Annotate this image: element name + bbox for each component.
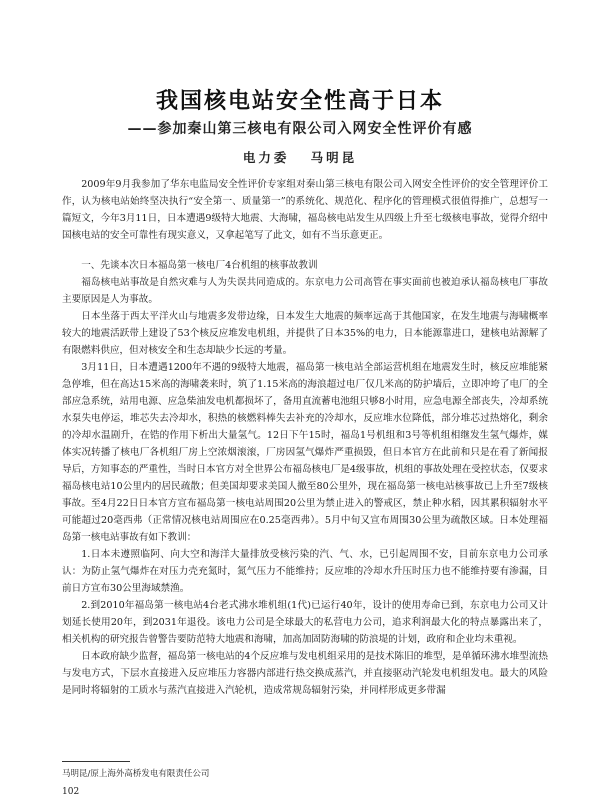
intro-paragraph: 2009年9月我参加了华东电监局安全性评价专家组对秦山第三核电有限公司入网安全性评价的安全管理评价工作，认为核电站始终坚决执行“安全第一、质量第一”的系统化、规范化、程序化的管理模式很值得推广，总想写一篇短文，今年3月11日，日本遭遇9级特大地震、大海啸，福岛核电站发生从四级上升至七级核电事故，觉得介绍中国核电站的安全可靠性有现实意义，又拿起笔写了此文，如有不当乐意更正。 [62, 179, 548, 241]
article-subtitle: ——参加秦山第三核电有限公司入网安全性评价有感 [127, 121, 473, 137]
article-body [62, 176, 548, 699]
body-paragraph: 日本坐落于西太平洋火山与地震多发带边缘，日本发生大地震的频率远高于其他国家，在发生地震与海啸概率较大的地震活跃带上建设了53个核反应堆发电机组，并提供了日本35%的电力，日本能源靠进口，建核电站源解了有限燃料供应，但对核安全和生态却缺少长远的考量。 [62, 311, 548, 356]
section-heading: 一、先谈本次日本福岛第一核电厂4台机组的核事故教训 [81, 260, 318, 271]
body-paragraph: 福岛核电站事故是自然灾难与人为失误共同造成的。东京电力公司高管在事实面前也被迫承认福岛核电厂事故主要原因是人为事故。 [62, 277, 548, 305]
page-number: 102 [62, 787, 80, 797]
body-paragraph: 3月11日，日本遭遇1200年不遇的9级特大地震，福岛第一核电站全部运营机组在地震发生时，核反应堆能紧急停堆，但在高达15米高的海啸袭来时，筑了1.15米高的海浪超过电厂仅几米高的防护墙后，立即冲垮了电厂的全部应急系统，站用电源、应急柴油发电机都损坏了，备用直流蓄电池组只够8小时用，应急电源全部丧失，冷却系统水泵失电停运，堆芯失去冷却水，积热的核燃料棒失去补充的冷却水，反应堆水位降低，部分堆芯过热熔化，剩余的冷却水温剧升，在锆的作用下析出大量氢气。12日下午15时，福岛1号机组和3号等机组相继发生氢气爆炸，媒体实况转播了核电厂各机组厂房上空浓烟滚滚，厂房因氢气爆炸严重损毁，但日本官方在此前和只是在看了新闻报导后，方知事态的严重性，当时日本官方对全世界公布福岛核电厂是4级事故，机组的事故处理在受控状态，仅要求福岛核电站10公里内的居民疏散；但美国却要求美国人撤至80公里外，现在福岛第一核电站核事故已上升至7级核事故。至4月22日日本官方宣布福岛第一核电站周围20公里为禁止进入的警戒区，禁止种水稻，因其累积辐射水平可能超过20毫西弗（正常情况核电站周围应在0.25毫西弗）。5月中旬又宣布周围30公里为疏散区域。日本处理福岛第一核电站事故有如下教训： [62, 362, 548, 543]
author-footnote: 马明昆/原上海外高桥发电有限责任公司 [62, 769, 210, 779]
body-paragraph: 2.到2010年福岛第一核电站4台老式沸水堆机组(1代)已运行40年，设计的使用寿命已到，东京电力公司又计划延长使用20年，到2031年退役。该电力公司是全球最大的私营电力公司，追求利润最大化的特点暴露出来了，相关机构的研究报告曾警告要防范特大地震和海啸，加高加固防海啸的防浪堤的计划，政府和企业均未重视。 [62, 600, 548, 645]
article-title: 我国核电站安全性高于日本 [155, 89, 444, 114]
body-paragraph: 1.日本未遵照临阿、向大空和海洋大量排放受核污染的汽、气、水，已引起周围不安，目前东京电力公司承认：为防止氢气爆炸在对压力壳充氮时，氮气压力不能维持；反应堆的冷却水升压时压力也不能维持要有渗漏，目前日方宣布30公里海域禁渔。 [62, 549, 548, 594]
article-authors: 电力委 马明昆 [242, 150, 358, 165]
body-paragraph: 日本政府缺少监督，福岛第一核电站的4个反应堆与发电机组采用的是技术陈旧的堆型，是单循环沸水堆型流热与发电方式，下层水直接进入反应堆压力容器内部进行热交换成蒸汽，并直接驱动汽轮发电机组发电。最大的风险是同时将辐射的工质水与蒸汽直接进入汽轮机，造成常规岛辐射污染，并同样形成更多带漏 [62, 651, 548, 696]
footnote-divider [62, 761, 130, 762]
